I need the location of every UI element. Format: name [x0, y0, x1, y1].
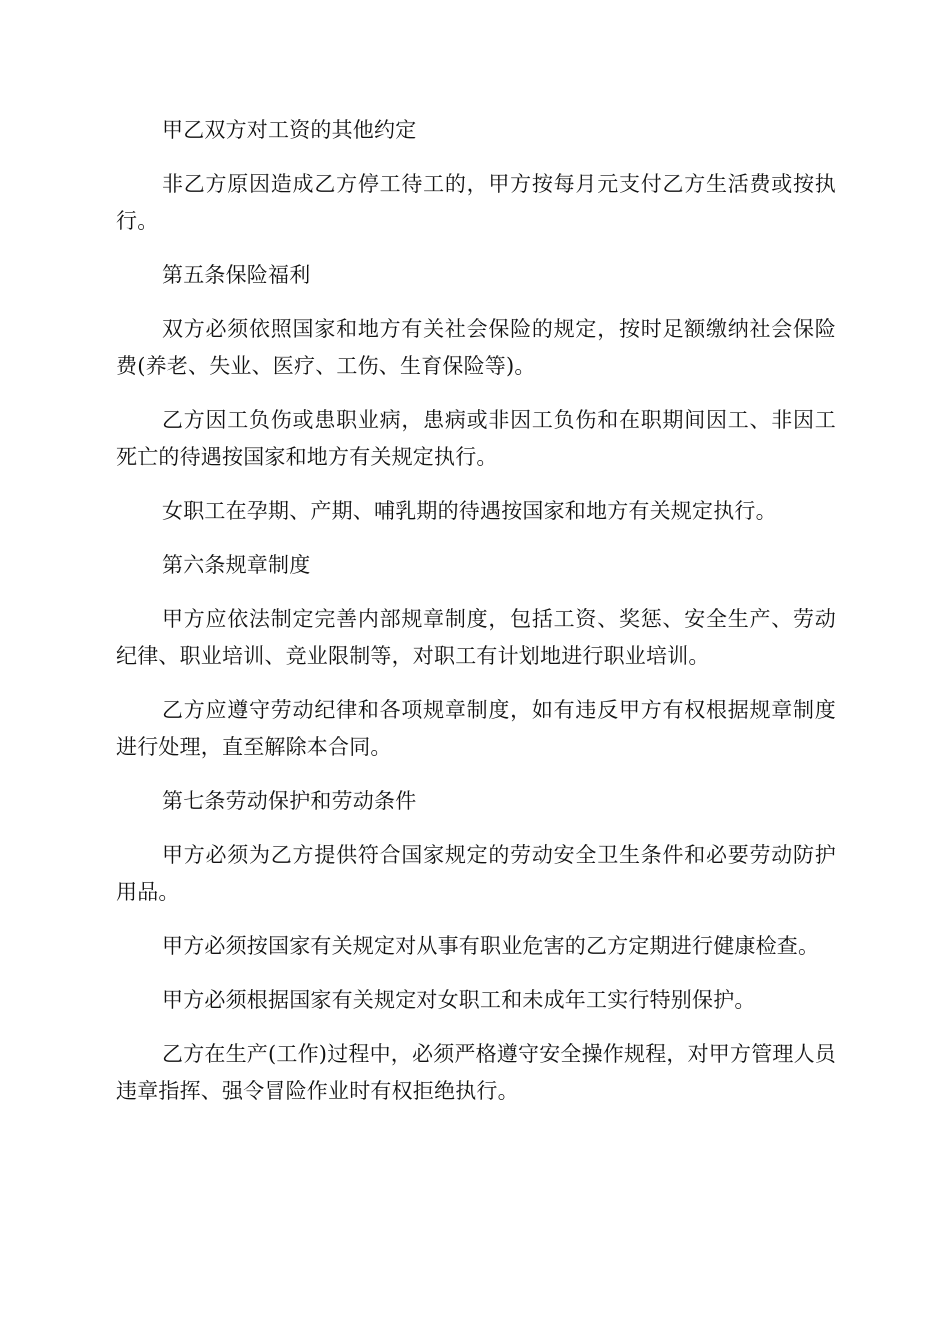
paragraph-special-protection: 甲方必须根据国家有关规定对女职工和未成年工实行特别保护。	[162, 988, 756, 1012]
paragraph-safety-operation: 乙方在生产(工作)过程中，必须严格遵守安全操作规程，对甲方管理人员违章指挥、强令冒险作业时有权拒绝执行。	[116, 1042, 836, 1103]
section-heading-insurance-welfare: 第五条保险福利	[162, 263, 311, 287]
paragraph-safety-equipment: 甲方必须为乙方提供符合国家规定的劳动安全卫生条件和必要劳动防护用品。	[116, 843, 836, 904]
paragraph-work-injury: 乙方因工负伤或患职业病，患病或非因工负伤和在职期间因工、非因工死亡的待遇按国家和地方有关规定执行。	[116, 408, 836, 469]
section-heading-rules-regulations: 第六条规章制度	[162, 553, 311, 577]
document-body	[116, 112, 836, 1127]
paragraph-health-check: 甲方必须按国家有关规定对从事有职业危害的乙方定期进行健康检查。	[162, 934, 820, 958]
paragraph-discipline-compliance: 乙方应遵守劳动纪律和各项规章制度，如有违反甲方有权根据规章制度进行处理，直至解除本合同。	[116, 698, 836, 759]
paragraph-wage-other-agreement: 甲乙双方对工资的其他约定	[162, 118, 417, 142]
paragraph-female-staff-benefits: 女职工在孕期、产期、哺乳期的待遇按国家和地方有关规定执行。	[162, 499, 777, 523]
section-heading-labor-protection: 第七条劳动保护和劳动条件	[162, 789, 417, 813]
paragraph-internal-rules: 甲方应依法制定完善内部规章制度，包括工资、奖惩、安全生产、劳动纪律、职业培训、竞业限制等，对职工有计划地进行职业培训。	[116, 607, 836, 668]
paragraph-social-insurance: 双方必须依照国家和地方有关社会保险的规定，按时足额缴纳社会保险费(养老、失业、医疗、工伤、生育保险等)。	[116, 317, 836, 378]
paragraph-work-stoppage-allowance: 非乙方原因造成乙方停工待工的，甲方按每月元支付乙方生活费或按执行。	[116, 172, 836, 233]
